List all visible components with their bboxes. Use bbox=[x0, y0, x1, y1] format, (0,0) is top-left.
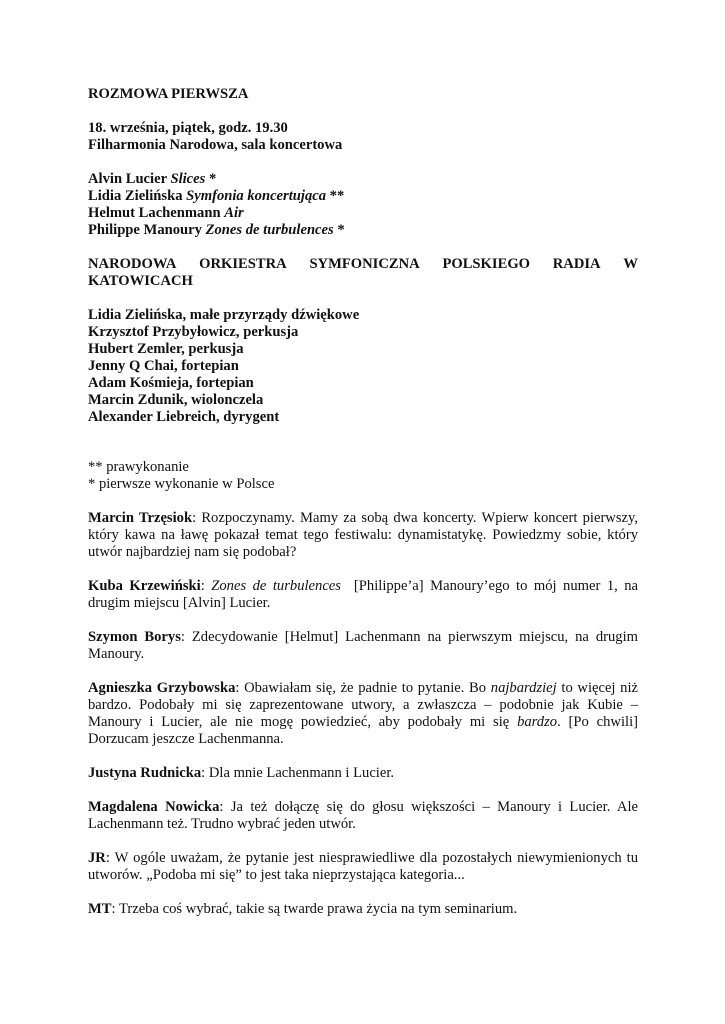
performer: Jenny Q Chai, fortepian bbox=[88, 358, 239, 374]
dialogue-paragraph: Kuba Krzewiński: Zones de turbulences [Philippe’a] Manoury’ego to mój numer 1, na drugim miejscu [Alvin] Lucier. bbox=[88, 578, 642, 611]
speaker-name: Magdalena Nowicka bbox=[88, 799, 220, 815]
dialogue-paragraph: Magdalena Nowicka: Ja też dołączę się do głosu większości – Manoury i Lucier. Ale Lachenmann też. Trudno wybrać jeden utwór. bbox=[88, 799, 638, 832]
event-date: 18. września, piątek, godz. 19.30 bbox=[88, 120, 288, 136]
performer: Alexander Liebreich, dyrygent bbox=[88, 409, 280, 425]
event-venue: Filharmonia Narodowa, sala koncertowa bbox=[88, 137, 343, 153]
speaker-name: MT bbox=[88, 901, 112, 917]
speaker-name: Szymon Borys bbox=[88, 629, 181, 645]
program-item: Alvin Lucier Slices * bbox=[88, 171, 217, 187]
performer: Marcin Zdunik, wiolonczela bbox=[88, 392, 264, 408]
footnote: ** prawykonanie bbox=[88, 459, 189, 475]
footnote: * pierwsze wykonanie w Polsce bbox=[88, 476, 275, 492]
orchestra-name: NARODOWA ORKIESTRA SYMFONICZNA POLSKIEGO RADIA W KATOWICACH bbox=[88, 256, 638, 289]
dialogue-paragraph: Marcin Trzęsiok: Rozpoczynamy. Mamy za sobą dwa koncerty. Wpierw koncert pierwszy, który kawa na ławę pokazał temat tego festiwalu: dynamistatykę. Powiedzmy sobie, który utwór najbardziej nam się podobał? bbox=[88, 510, 638, 560]
speaker-name: Agnieszka Grzybowska bbox=[88, 680, 236, 696]
program-item: Philippe Manoury Zones de turbulences * bbox=[88, 222, 345, 238]
dialogue-paragraph: Szymon Borys: Zdecydowanie [Helmut] Lachenmann na pierwszym miejscu, na drugim Manoury. bbox=[88, 629, 639, 662]
speaker-name: Justyna Rudnicka bbox=[88, 765, 202, 781]
performer: Adam Kośmieja, fortepian bbox=[88, 375, 254, 391]
footnotes bbox=[88, 459, 638, 493]
dialogue-paragraph: Agnieszka Grzybowska: Obawiałam się, że padnie to pytanie. Bo najbardziej to więcej niż bardzo. Podobały mi się zaprezentowane utwory, a zwłaszcza – podobnie jak Kubie – Manoury i Lucier, ale nie mogę powiedzieć, aby podobały mi się bardzo. [Po chwili] Dorzucam jeszcze Lachenmanna. bbox=[88, 680, 638, 747]
program-list bbox=[88, 171, 638, 239]
dialogue-paragraph: JR: W ogóle uważam, że pytanie jest niesprawiedliwe dla pozostałych niewymienionych tu utworów. „Podoba mi się” to jest taka nieprzystająca kategoria... bbox=[88, 850, 638, 883]
performer: Hubert Zemler, perkusja bbox=[88, 341, 244, 357]
performer: Krzysztof Przybyłowicz, perkusja bbox=[88, 324, 299, 340]
program-item: Lidia Zielińska Symfonia koncertująca ** bbox=[88, 188, 345, 204]
document-title: ROZMOWA PIERWSZA bbox=[88, 86, 249, 102]
document-page bbox=[88, 86, 642, 918]
dialogue-paragraph: MT: Trzeba coś wybrać, takie są twarde prawa życia na tym seminarium. bbox=[88, 901, 518, 917]
performer: Lidia Zielińska, małe przyrządy dźwiękowe bbox=[88, 307, 360, 323]
performer-list bbox=[88, 307, 638, 426]
speaker-name: JR bbox=[88, 850, 106, 866]
dialogue-paragraph: Justyna Rudnicka: Dla mnie Lachenmann i Lucier. bbox=[88, 765, 395, 781]
speaker-name: Marcin Trzęsiok bbox=[88, 510, 193, 526]
program-item: Helmut Lachenmann Air bbox=[88, 205, 244, 221]
speaker-name: Kuba Krzewiński bbox=[88, 578, 201, 594]
